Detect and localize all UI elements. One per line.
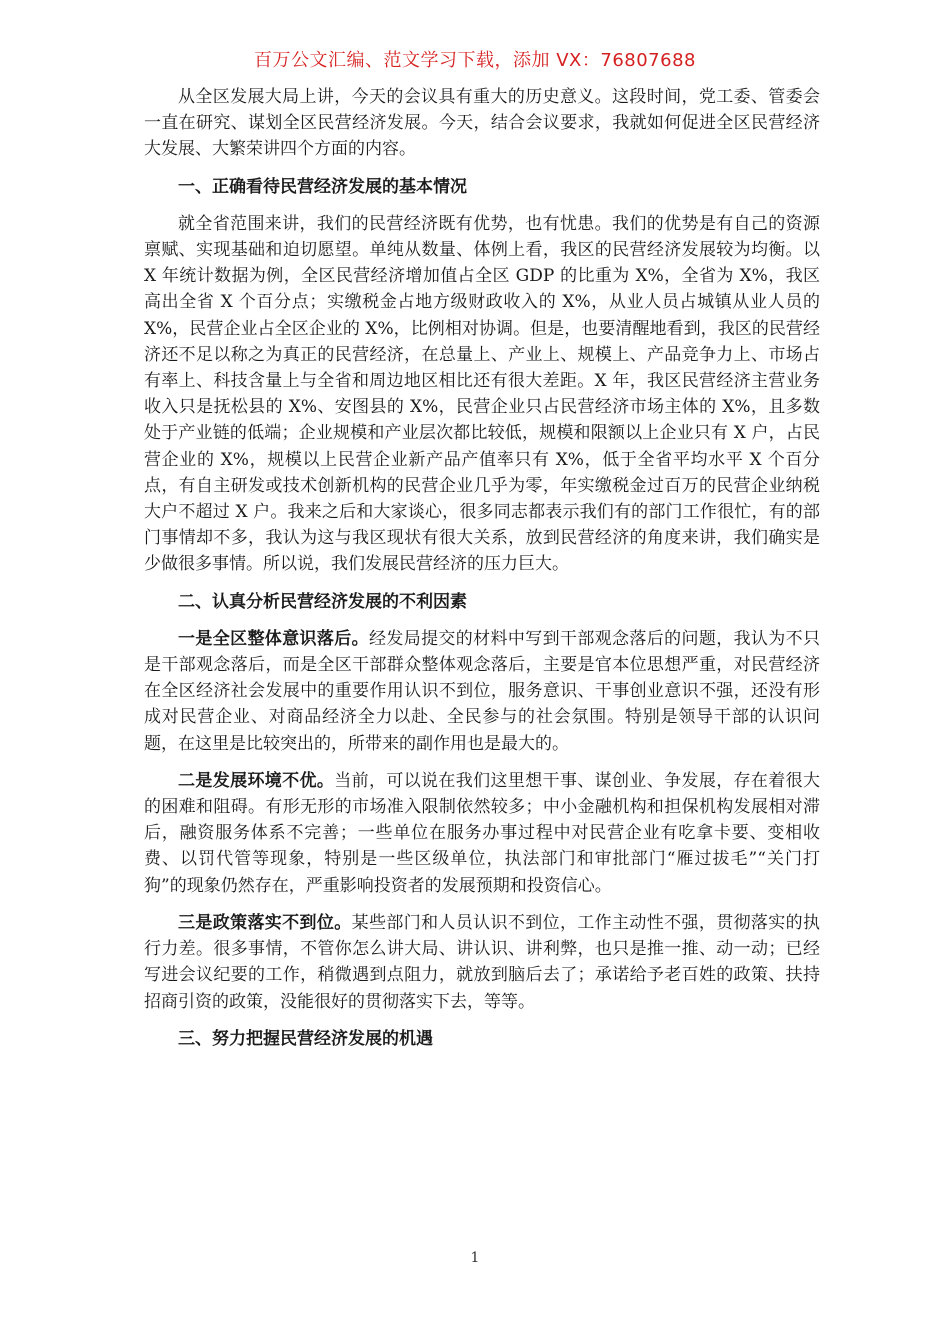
promo-banner: 百万公文汇编、范文学习下载，添加 VX：76807688 [254, 50, 696, 71]
factor-paragraph-3 [144, 910, 820, 1015]
basic-situation-paragraph: 就全省范围来讲，我们的民营经济既有优势，也有忧患。我们的优势是有自己的资源禀赋、实现基础和迫切愿望。单纯从数量、体例上看，我区的民营经济发展较为均衡。以 X 年统计数据为例，全区民营经济增加值占全区 GDP 的比重为 X%，全省为 X%，我区高出全省 X 个百分点；实缴税金占地方级财政收入的 X%，从业人员占城镇从业人员的 X%，民营企业占全区企业的 X%，比例相对协调。但是，也要清醒地看到，我区的民营经济还不足以称之为真正的民营经济，在总量上、产业上、规模上、产品竞争力上、市场占有率上、科技含量上与全省和周边地区相比还有很大差距。X 年，我区民营经济主营业务收入只是抚松县的 X%、安图县的 X%，民营企业只占民营经济市场主体的 X%，且多数处于产业链的低端；企业规模和产业层次都比较低，规模和限额以上企业只有 X 户，占民营企业的 X%，规模以上民营企业新产品产值率只有 X%，低于全省平均水平 X 个百分点，有自主研发或技术创新机构的民营企业几乎为零，年实缴税金过百万的民营企业纳税大户不超过 X 户。我来之后和大家谈心，很多同志都表示我们有的部门工作很忙，有的部门事情却不多，我认为这与我区现状有很大关系，放到民营经济的角度来讲，我们确实是少做很多事情。所以说，我们发展民营经济的压力巨大。 [144, 213, 820, 575]
factor-text-2: 当前，可以说在我们这里想干事、谋创业、争发展，存在着很大的困难和阻碍。有形无形的市场准入限制依然较多；中小金融机构和担保机构发展相对滞后，融资服务体系不完善；一些单位在服务办事过程中对民营企业有吃拿卡要、变相收费、以罚代管等现象，特别是一些区级单位，执法部门和审批部门“雁过拔毛”“关门打狗”的现象仍然存在，严重影响投资者的发展预期和投资信心。 [144, 770, 820, 896]
document-body [144, 84, 820, 1063]
intro-paragraph: 从全区发展大局上讲，今天的会议具有重大的历史意义。这段时间，党工委、管委会一直在研究、谋划全区民营经济发展。今天，结合会议要求，我就如何促进全区民营经济大发展、大繁荣讲四个方面的内容。 [144, 87, 820, 160]
section-heading-2: 二、认真分析民营经济发展的不利因素 [178, 591, 467, 612]
page-number: 1 [470, 1250, 480, 1266]
factor-lead-2: 二是发展环境不优。 [178, 770, 335, 791]
factor-paragraph-2 [144, 768, 820, 899]
section-heading-3: 三、努力把握民营经济发展的机遇 [178, 1028, 433, 1049]
factor-lead-3: 三是政策落实不到位。 [178, 912, 352, 933]
factor-text-1: 经发局提交的材料中写到干部观念落后的问题，我认为不只是干部观念落后，而是全区干部群众整体观念落后，主要是官本位思想严重，对民营经济在全区经济社会发展中的重要作用认识不到位，服务意识、干事创业意识不强，还没有形成对民营企业、对商品经济全力以赴、全民参与的社会氛围。特别是领导干部的认识问题，在这里是比较突出的，所带来的副作用也是最大的。 [144, 628, 821, 754]
section-heading-1: 一、正确看待民营经济发展的基本情况 [178, 176, 467, 197]
factor-paragraph-1 [144, 626, 820, 757]
factor-text-3: 某些部门和人员认识不到位，工作主动性不强，贯彻落实的执行力差。很多事情，不管你怎么讲大局、讲认识、讲利弊，也只是推一推、动一动；已经写进会议纪要的工作，稍微遇到点阻力，就放到脑后去了；承诺给予老百姓的政策、扶持招商引资的政策，没能很好的贯彻落实下去，等等。 [144, 912, 821, 1012]
factor-lead-1: 一是全区整体意识落后。 [178, 628, 369, 649]
